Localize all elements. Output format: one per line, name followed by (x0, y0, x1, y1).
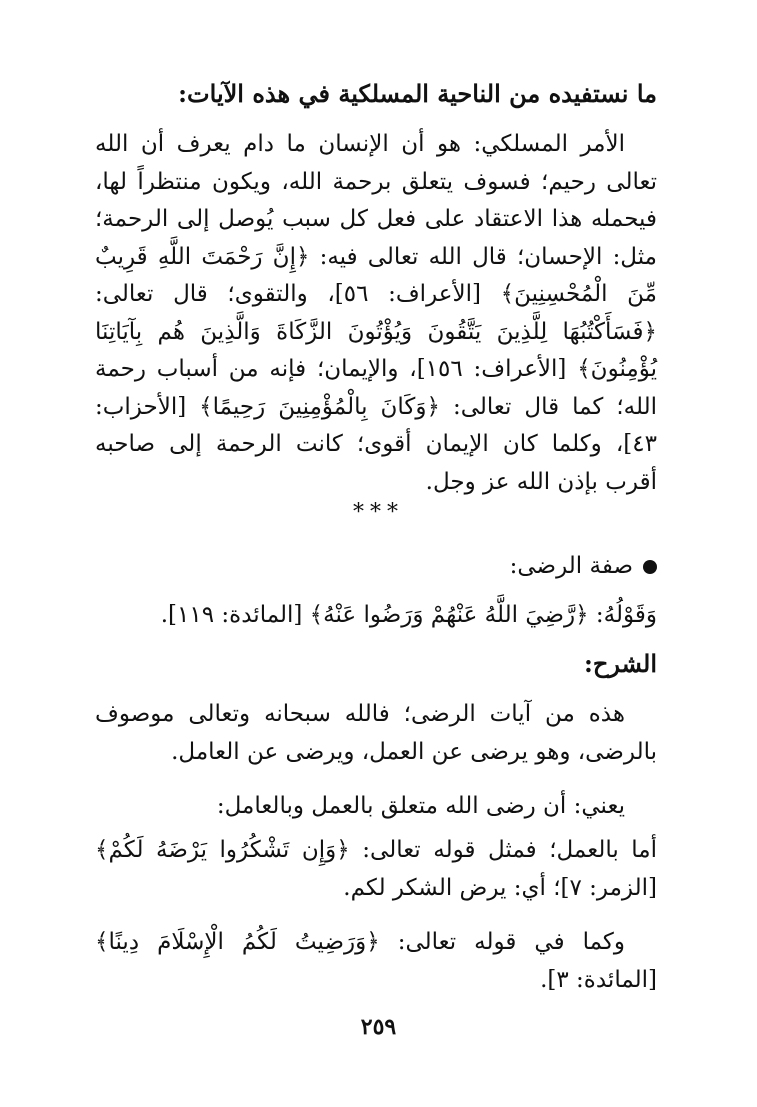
quran-quote: وَقَوْلُهُ: ﴿رَّضِيَ اللَّهُ عَنْهُمْ وَرَضُوا عَنْهُ﴾ [المائدة: ١١٩]. (160, 602, 657, 628)
bullet-title: صفة الرضى: (509, 553, 633, 579)
paragraph-yani: يعني: أن رضى الله متعلق بالعمل وبالعامل: (216, 793, 625, 819)
paragraph-islam: وكما في قوله تعالى: ﴿وَرَضِيتُ لَكُمُ الْإِسْلَامَ دِينًا﴾ [المائدة: ٣]. (95, 929, 657, 993)
page-number: ٢٥٩ (360, 1014, 397, 1040)
bullet-heading (510, 548, 657, 584)
paragraph-mislaki: الأمر المسلكي: هو أن الإنسان ما دام يعرف أن الله تعالى رحيم؛ فسوف يتعلق برحمة الله، ويكون منتظراً لها، فيحمله هذا الاعتقاد على فعل كل سبب يُوصل إلى الرحمة؛ مثل: الإحسان؛ قال الله تعالى فيه: ﴿إِنَّ رَحْمَتَ اللَّهِ قَرِيبٌ مِّنَ الْمُحْسِنِينَ﴾ [الأعراف: ٥٦]، والتقوى؛ قال تعالى: ﴿فَسَأَكْتُبُهَا لِلَّذِينَ يَتَّقُونَ وَيُؤْتُونَ الزَّكَاةَ وَالَّذِينَ هُم بِآيَاتِنَا يُؤْمِنُونَ﴾ [الأعراف: ١٥٦]، والإيمان؛ فإنه من أسباب رحمة الله؛ كما قال تعالى: ﴿وَكَانَ بِالْمُؤْمِنِينَ رَحِيمًا﴾ [الأحزاب: ٤٣]، وكلما كان الإيمان أقوى؛ كانت الرحمة إلى صاحبه أقرب بإذن الله عز وجل. (95, 131, 657, 495)
sharh-heading: الشرح: (584, 649, 657, 678)
paragraph-rida-intro: هذه من آيات الرضى؛ فالله سبحانه وتعالى موصوف بالرضى، وهو يرضى عن العمل، ويرضى عن العامل. (95, 701, 657, 765)
bullet-icon (643, 560, 657, 574)
paragraph-amal: أما بالعمل؛ فمثل قوله تعالى: ﴿وَإِن تَشْكُرُوا يَرْضَهُ لَكُمْ﴾ [الزمر: ٧]؛ أي: يرض الشكر لكم. (95, 837, 657, 901)
section-separator: *** (353, 500, 404, 525)
section-heading: ما نستفيده من الناحية المسلكية في هذه الآيات: (178, 79, 657, 108)
